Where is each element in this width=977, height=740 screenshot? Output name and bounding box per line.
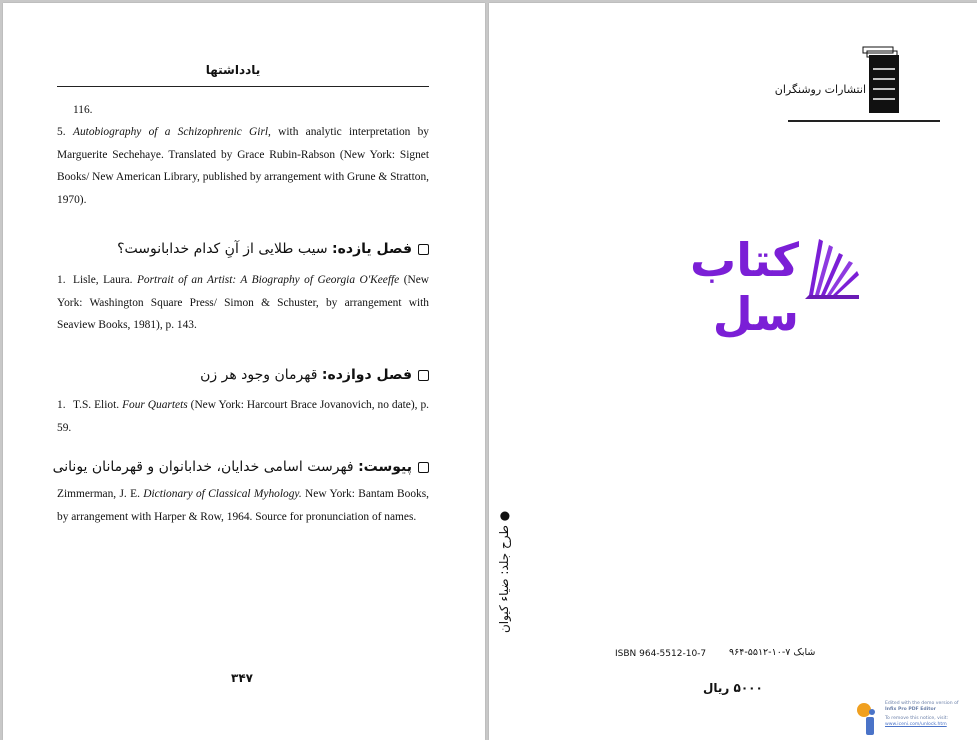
price: ۵۰۰۰ ریال: [703, 681, 763, 695]
reference-chapter11: 1. Lisle, Laura. Portrait of an Artist: A Biography of Georgia O'Keeffe (New York: Washington Square Press/ Simon & Schuster, by arrangement with Seaview Books, 1981), p. 143.: [57, 274, 429, 331]
page-number: ۳۴۷: [231, 671, 253, 685]
reference-chapter12: 1. T.S. Eliot. Four Quartets (New York: Harcourt Brace Jovanovich, no date), p. 59.: [57, 399, 429, 434]
unlock-link[interactable]: www.iceni.com/unlock.htm: [885, 722, 947, 727]
note-116: 116.: [73, 104, 93, 116]
editor-watermark: Edited with the demo version of Infix Pro PDF Editor To remove this notice, visit: www.iceni.com/unlock.htm: [855, 699, 975, 739]
book-pages-icon: [799, 229, 865, 305]
note-5: 5. Autobiography of a Schizophrenic Girl, with analytic interpretation by Marguerite Sechehaye. Translated by Grace Rubin-Rabson (New York: Signet Books/ New American Library, published by arrangement with Grune & Stratton, 1970).: [57, 126, 429, 206]
section-heading-chapter11: فصل یازده: سیب طلایی از آنِ کدام خدابانوست؟: [49, 241, 429, 257]
right-page: [489, 3, 977, 740]
left-page: [3, 3, 485, 740]
section-heading-chapter12: فصل دوازده: قهرمان وجود هر زن: [49, 367, 429, 383]
header-rule: [57, 86, 429, 87]
isbn-english: ISBN 964-5512-10-7: [615, 649, 707, 659]
running-header: یادداشتها: [205, 63, 261, 77]
cover-designer-credit: ● طرح جلد: ضیاء کیوان: [497, 510, 511, 633]
publisher-logo-text: انتشارات روشنگران: [774, 83, 866, 96]
publisher-logo: [774, 43, 901, 115]
checkbox-square-icon: [418, 244, 429, 255]
info-i-icon: [855, 701, 881, 737]
brand-logo: [589, 229, 859, 341]
section-heading-appendix: پیوست: فهرست اسامی خدایان، خدابانوان و قهرمانان یونانی: [49, 459, 429, 475]
reference-appendix: Zimmerman, J. E. Dictionary of Classical Myhology. New York: Bantam Books, by arrangement with Harper & Row, 1964. Source for pronunciation of names.: [57, 488, 429, 523]
isbn-persian: شابک ۷-۱۰-۵۵۱۲-۹۶۴: [729, 647, 816, 658]
publisher-rule: [788, 120, 940, 122]
checkbox-square-icon: [418, 462, 429, 473]
checkbox-square-icon: [418, 370, 429, 381]
brand-text: کتاب سل: [689, 233, 799, 341]
